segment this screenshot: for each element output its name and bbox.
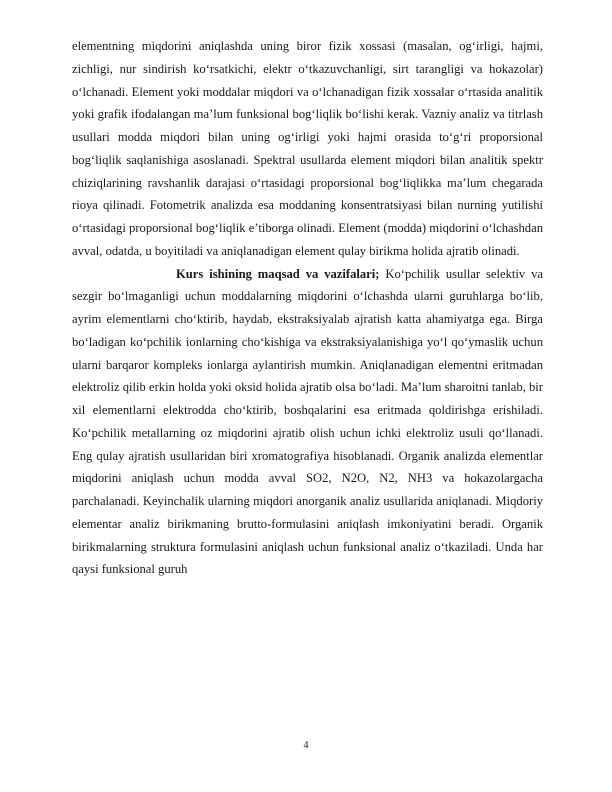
page-number: 4 [303,740,309,751]
paragraph-objectives-text: Ko‘pchilik usullar selektiv va sezgir bo‘lmaganligi uchun moddalarning miqdorini o‘lchashda ularni guruhlarga bo‘lib, ayrim elementlarni cho‘ktirib, haydab, ekstraksiyalab ajratish katta ahamiyatga ega. Birga bo‘ladigan ko‘pchilik ionlarning cho‘kishiga va ekstraksiyalanishiga yo‘l qo‘ymaslik uchun ularni barqaror kompleks ionlarga aylantirish mumkin. Aniqlanadigan elementni eritmadan elektroliz qilib erkin holda yoki oksid holida ajratib olsa bo‘ladi. Ma’lum sharoitni tanlab, bir xil elementlarni elektrodda cho‘ktirib, boshqalarini esa eritmada qoldirishga erishiladi. Ko‘pchilik metallarning oz miqdorini ajratib olish uchun ichki elektroliz usuli qo‘llanadi. Eng qulay ajratish usullaridan biri xromatografiya hisoblanadi. Organik analizda elementlar miqdorini aniqlash uchun modda avval SO2, N2O, N2, NH3 va hokazolargacha parchalanadi. Keyinchalik ularning miqdori anorganik analiz usullarida aniqlanadi. Miqdoriy elementar analiz birikmaning brutto-formulasini aniqlash imkoniyatini beradi. Organik birikmalarning struktura formulasini aniqlash uchun funksional analiz o‘tkaziladi. Unda har qaysi funksional guruh [72,266,543,577]
document-body [72,35,543,581]
section-heading: Kurs ishining maqsad va vazifalari; [176,266,380,281]
paragraph-objectives [72,263,543,582]
paragraph-intro: elementning miqdorini aniqlashda uning biror fizik xossasi (masalan, og‘irligi, hajmi, zichligi, nur sindirish ko‘rsatkichi, elektr o‘tkazuvchanligi, sirt tarangligi va hokazolar) o‘lchanadi. Element yoki moddalar miqdori va o‘lchanadigan fizik xossalar o‘rtasida analitik yoki grafik ifodalangan ma’lum funksional bog‘liqlik bo‘lishi kerak. Vazniy analiz va titrlash usullari modda miqdori bilan uning og‘irligi yoki hajmi orasida to‘g‘ri proporsional bog‘liqlik saqlanishiga asoslanadi. Spektral usullarda element miqdori bilan analitik spektr chiziqlarining ravshanlik darajasi o‘rtasidagi proporsional bog‘liqlikka ma’lum chegarada rioya qilinadi. Fotometrik analizda esa moddaning konsentratsiyasi bilan nurning yutilishi o‘rtasidagi proporsional bog‘liqlik e’tiborga olinadi. Element (modda) miqdorini o‘lchashdan avval, odatda, u boyitiladi va aniqlanadigan element qulay birikma holida ajratib olinadi. [72,39,543,258]
